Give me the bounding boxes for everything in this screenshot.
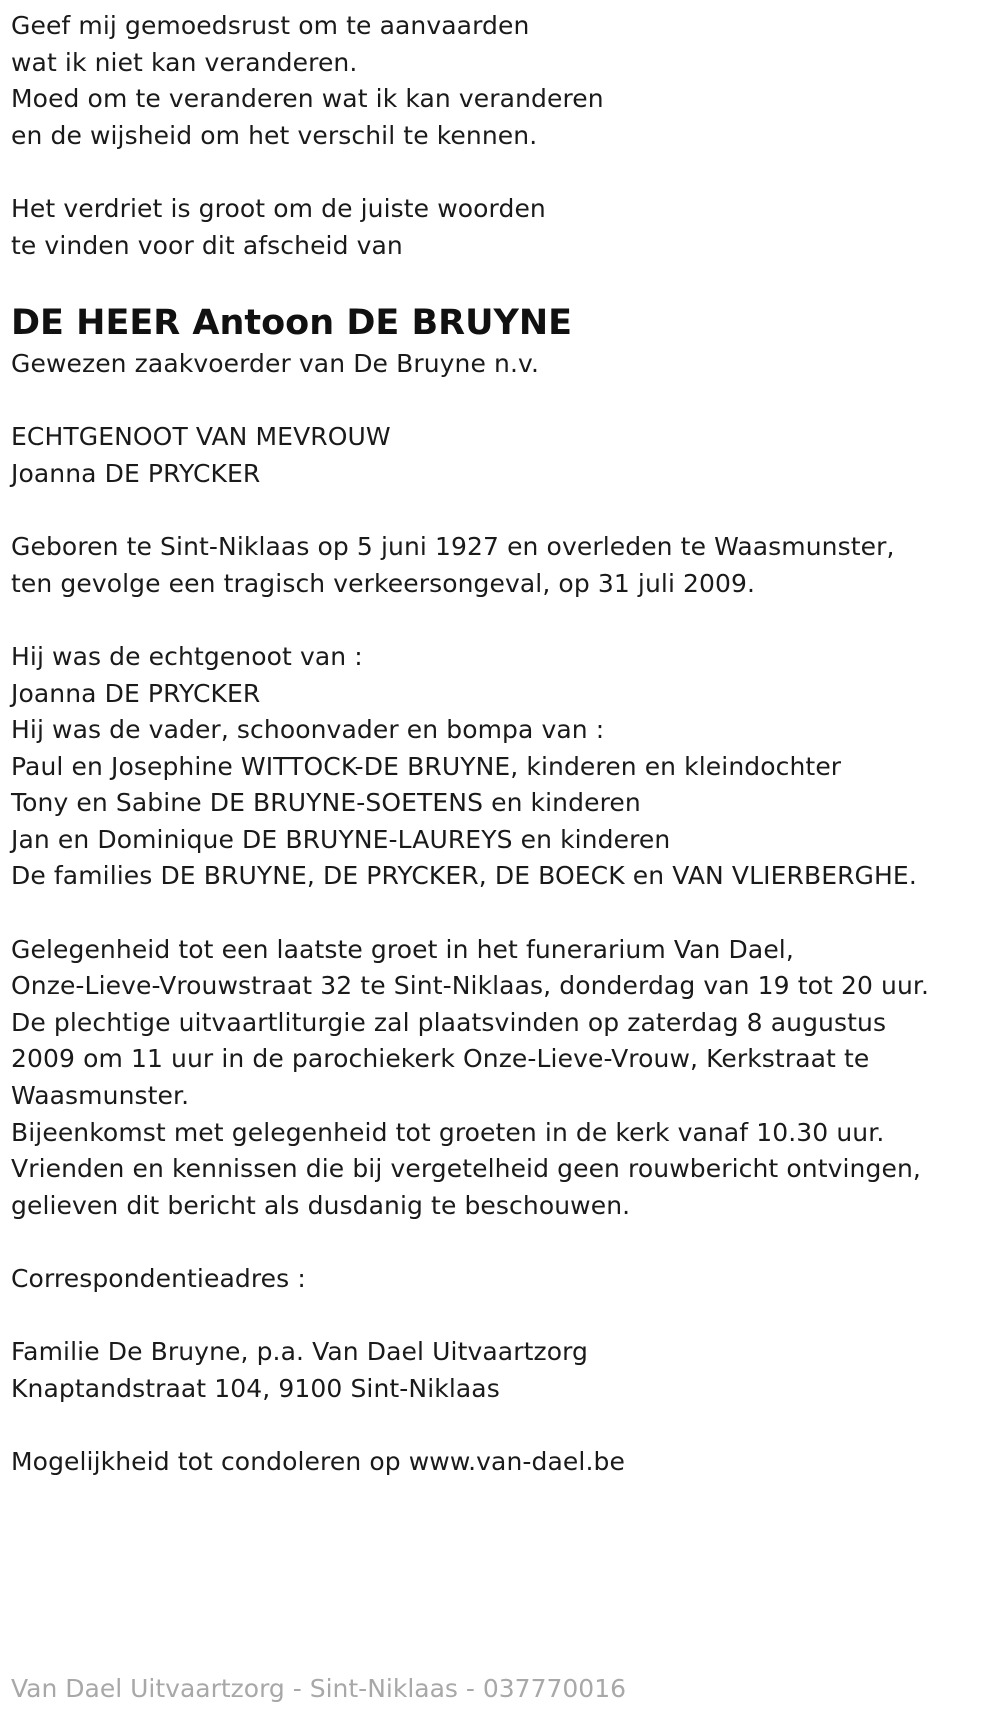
spacer: [11, 895, 991, 932]
ceremony-block: [11, 932, 991, 1225]
family-line: Hij was de vader, schoonvader en bompa van :: [11, 715, 605, 745]
deceased-name: DE HEER Antoon DE BRUYNE: [11, 303, 573, 344]
condolence-text: Mogelijkheid tot condoleren op www.van-dael.be: [11, 1446, 625, 1476]
ceremony-line: gelieven dit bericht als dusdanig te beschouwen.: [11, 1190, 631, 1220]
poem-line: Moed om te veranderen wat ik kan veranderen: [11, 84, 604, 114]
family-line: Joanna DE PRYCKER: [11, 678, 261, 708]
correspondence-address-line: Knaptandstraat 104, 9100 Sint-Niklaas: [11, 1373, 500, 1403]
birth-death-block: [11, 529, 991, 602]
spouse-heading: ECHTGENOOT VAN MEVROUW: [11, 422, 391, 452]
intro-line: Het verdriet is groot om de juiste woorden: [11, 193, 546, 223]
spacer: [11, 154, 991, 191]
footer-credit: Van Dael Uitvaartzorg - Sint-Niklaas - 037770016: [11, 1674, 627, 1703]
birth-death-line: ten gevolge een tragisch verkeersongeval, op 31 juli 2009.: [11, 568, 756, 598]
spacer: [11, 383, 991, 420]
family-line: De families DE BRUYNE, DE PRYCKER, DE BOECK en VAN VLIERBERGHE.: [11, 861, 917, 891]
deceased-role: Gewezen zaakvoerder van De Bruyne n.v.: [11, 349, 540, 379]
ceremony-line: Waasmunster.: [11, 1081, 190, 1111]
family-block: [11, 639, 991, 895]
spacer: [11, 493, 991, 530]
family-line: Paul en Josephine WITTOCK-DE BRUYNE, kinderen en kleindochter: [11, 751, 842, 781]
spacer: [11, 1224, 991, 1261]
ceremony-line: Onze-Lieve-Vrouwstraat 32 te Sint-Niklaas, donderdag van 19 tot 20 uur.: [11, 971, 930, 1001]
correspondence-label: Correspondentieadres :: [11, 1264, 306, 1293]
ceremony-line: Gelegenheid tot een laatste groet in het funerarium Van Dael,: [11, 934, 794, 964]
family-line: Hij was de echtgenoot van :: [11, 641, 363, 671]
poem-line: wat ik niet kan veranderen.: [11, 47, 358, 77]
deceased-block: [11, 300, 991, 383]
ceremony-line: De plechtige uitvaartliturgie zal plaatsvinden op zaterdag 8 augustus: [11, 1007, 887, 1037]
poem-line: Geef mij gemoedsrust om te aanvaarden: [11, 11, 530, 40]
family-line: Jan en Dominique DE BRUYNE-LAUREYS en kinderen: [11, 824, 671, 854]
correspondence-address-line: Familie De Bruyne, p.a. Van Dael Uitvaartzorg: [11, 1337, 589, 1367]
spouse-name: Joanna DE PRYCKER: [11, 458, 261, 488]
ceremony-line: Bijeenkomst met gelegenheid tot groeten in de kerk vanaf 10.30 uur.: [11, 1117, 885, 1147]
intro-line: te vinden voor dit afscheid van: [11, 230, 403, 260]
poem-block: [11, 8, 991, 154]
birth-death-line: Geboren te Sint-Niklaas op 5 juni 1927 en overleden te Waasmunster,: [11, 532, 895, 562]
spacer: [11, 264, 991, 297]
spacer: [11, 602, 991, 639]
ceremony-line: Vrienden en kennissen die bij vergetelheid geen rouwbericht ontvingen,: [11, 1154, 921, 1184]
spacer: [11, 1407, 991, 1444]
poem-line: en de wijsheid om het verschil te kennen.: [11, 120, 538, 150]
spacer: [11, 1298, 991, 1335]
correspondence-block: [11, 1261, 991, 1407]
family-line: Tony en Sabine DE BRUYNE-SOETENS en kinderen: [11, 788, 641, 818]
intro-block: [11, 191, 991, 264]
obituary-notice: [11, 8, 991, 1481]
ceremony-line: 2009 om 11 uur in de parochiekerk Onze-Lieve-Vrouw, Kerkstraat te: [11, 1044, 870, 1074]
spouse-block: [11, 419, 991, 492]
